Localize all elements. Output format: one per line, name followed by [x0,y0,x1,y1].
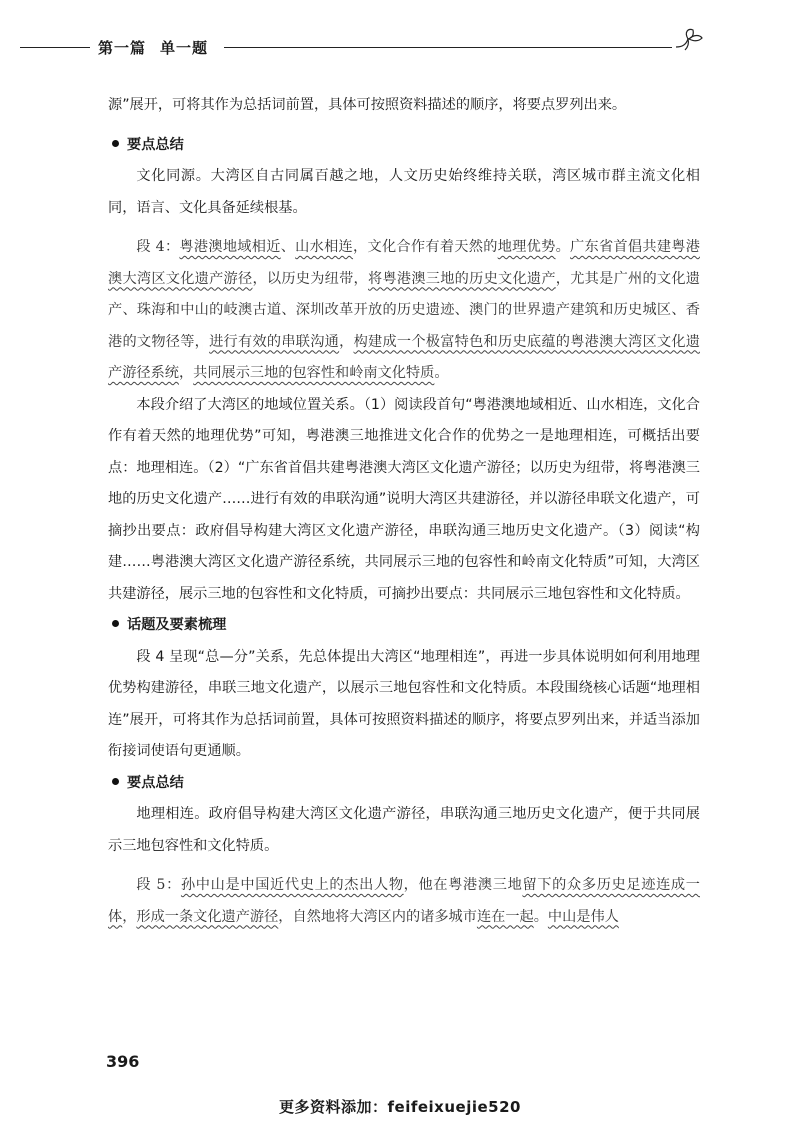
quoted-passage-4: 段 4：粤港澳地域相近、山水相连，文化合作有着天然的地理优势。广东省首倡共建粤港澳大湾区文化遗产游径，以历史为纽带，将粤港澳三地的历史文化遗产，尤其是广州的文化遗产、珠海和中山的岐澳古道、深圳改革开放的历史遗迹、澳门的世界遗产建筑和历史城区、香港的文物径等，进行有效的串联沟通，构建成一个极富特色和历史底蕴的粤港澳大湾区文化遗产游径系统，共同展示三地的包容性和岭南文化特质。 [108,239,700,381]
page-number: 396 [106,1052,140,1071]
heading-key-points-1: 要点总结 [108,130,700,162]
leaf-ornament-icon [674,26,708,56]
paragraph-summary-1: 文化同源。大湾区自古同属百越之地，人文历史始终维持关联，湾区城市群主流文化相同，语言、文化具备延续根基。 [108,168,700,216]
paragraph-summary-2: 地理相连。政府倡导构建大湾区文化遗产游径，串联沟通三地历史文化遗产，便于共同展示三地包容性和文化特质。 [108,806,700,854]
running-header [0,34,800,58]
heading-topic-elements: 话题及要素梳理 [108,610,700,642]
paragraph-topic: 段 4 呈现“总—分”关系，先总体提出大湾区“地理相连”，再进一步具体说明如何利用地理优势构建游径，串联三地文化遗产，以展示三地包容性和文化特质。本段围绕核心话题“地理相连”展开，可将其作为总括词前置，具体可按照资料描述的顺序，将要点罗列出来，并适当添加衔接词使语句更通顺。 [108,648,700,759]
header-rule-right [224,47,672,48]
header-part: 第一篇 [98,39,147,57]
paragraph-continued: 源”展开，可将其作为总括词前置，具体可按照资料描述的顺序，将要点罗列出来。 [108,97,627,113]
heading-key-points-2: 要点总结 [108,768,700,800]
bullet-icon [112,778,119,785]
bullet-icon [112,620,119,627]
header-rule-left [20,47,90,48]
paragraph-analysis: 本段介绍了大湾区的地域位置关系。（1）阅读段首句“粤港澳地域相近、山水相连，文化合作有着天然的地理优势”可知，粤港澳三地推进文化合作的优势之一是地理相连，可概括出要点：地理相连。（2）“广东省首倡共建粤港澳大湾区文化遗产游径；以历史为纽带，将粤港澳三地的历史文化遗产……进行有效的串联沟通”说明大湾区共建游径，并以游径串联文化遗产，可摘抄出要点：政府倡导构建大湾区文化遗产游径，串联沟通三地历史文化遗产。（3）阅读“构建……粤港澳大湾区文化遗产游径系统，共同展示三地的包容性和岭南文化特质”可知，大湾区共建游径，展示三地的包容性和文化特质，可摘抄出要点：共同展示三地包容性和文化特质。 [108,396,700,602]
quoted-passage-5: 段 5：孙中山是中国近代史上的杰出人物，他在粤港澳三地留下的众多历史足迹连成一体，形成一条文化遗产游径，自然地将大湾区内的诸多城市连在一起。中山是伟人 [108,877,700,925]
bullet-icon [112,140,119,147]
page-content [108,90,700,933]
footer-note: 更多资料添加：feifeixuejie520 [279,1098,521,1116]
header-title [98,37,222,58]
header-section: 单一题 [160,39,209,57]
